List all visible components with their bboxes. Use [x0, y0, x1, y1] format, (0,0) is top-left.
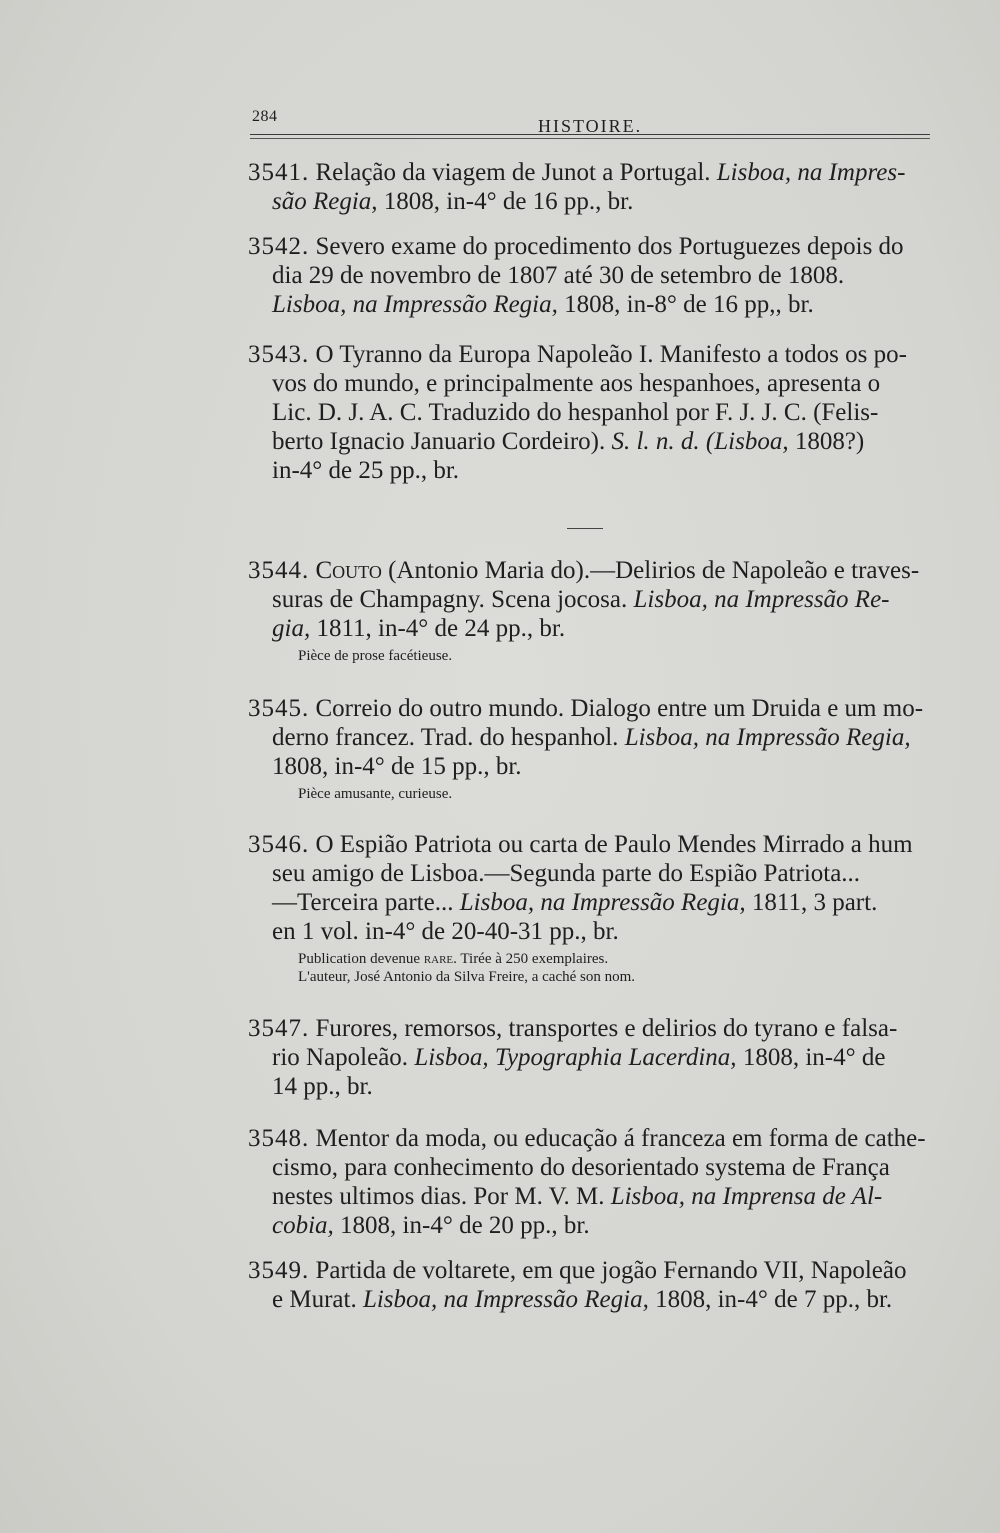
- page-number: 284: [252, 108, 278, 125]
- entry-imprint: são Regia,: [272, 188, 378, 215]
- entry-text-line: cismo, para conhecimento do desorientado systema de França: [272, 1154, 890, 1181]
- entry-text-line: dia 29 de novembro de 1807 até 30 de setembro de 1808.: [272, 262, 845, 289]
- entry-imprint: Lisboa, na Impressão Regia,: [624, 724, 911, 751]
- entry-note: Pièce amusante, curieuse.: [298, 786, 453, 802]
- entry-imprint: cobia,: [272, 1212, 334, 1239]
- entry-details: 1808?): [788, 428, 865, 455]
- entry-number: 3544.: [248, 557, 310, 584]
- entry-imprint: Lisboa, na Impressão Re-: [633, 586, 890, 613]
- entry-details: 1808, in-4° de 15 pp., br.: [272, 753, 522, 780]
- entry-details: in-4° de 25 pp., br.: [272, 457, 460, 484]
- entry-imprint: S. l. n. d. (Lisboa,: [611, 428, 789, 455]
- entry-imprint: Lisboa, Typographia Lacerdina,: [414, 1044, 737, 1071]
- running-title: HISTOIRE.: [538, 116, 643, 136]
- entry-details: 1808, in-4° de: [736, 1044, 886, 1071]
- bibliography-entry-3549: [248, 1256, 928, 1314]
- entry-title: Severo exame do procedimento dos Portuguezes depois do: [315, 233, 904, 260]
- entry-number: 3545.: [248, 695, 310, 722]
- entry-title: Relação da viagem de Junot a Portugal.: [315, 159, 717, 186]
- entry-note: Publication devenue rare. Tirée à 250 exemplaires.: [298, 951, 609, 967]
- entry-text: derno francez. Trad. do hespanhol.: [272, 724, 625, 751]
- entry-title: Partida de voltarete, em que jogão Fernando VII, Napoleão: [315, 1257, 907, 1284]
- entry-text: suras de Champagny. Scena jocosa.: [272, 586, 634, 613]
- entry-title: O Tyranno da Europa Napoleão I. Manifesto a todos os po-: [315, 341, 907, 368]
- entry-note: L'auteur, José Antonio da Silva Freire, a caché son nom.: [298, 969, 636, 985]
- entry-number: 3547.: [248, 1015, 310, 1042]
- page-header: [250, 104, 930, 144]
- entry-number: 3541.: [248, 159, 310, 186]
- entry-number: 3546.: [248, 831, 310, 858]
- entry-imprint: Lisboa, na Imprensa de Al-: [610, 1183, 883, 1210]
- header-rule: [250, 134, 930, 135]
- entry-text-line: seu amigo de Lisboa.—Segunda parte do Espião Patriota...: [272, 860, 861, 887]
- entry-imprint: Lisboa, na Impressão Regia,: [459, 889, 746, 916]
- entry-details: 1808, in-4° de 7 pp., br.: [648, 1286, 893, 1313]
- entry-text: nestes ultimos dias. Por M. V. M.: [272, 1183, 611, 1210]
- bibliography-entry-3541: [248, 158, 928, 216]
- bibliography-entry-3542: [248, 232, 928, 319]
- entry-title: (Antonio Maria do).—Delirios de Napoleão e traves-: [381, 557, 920, 584]
- entry-title: O Espião Patriota ou carta de Paulo Mendes Mirrado a hum: [315, 831, 913, 858]
- section-separator: [567, 528, 603, 529]
- bibliography-entry-3547: [248, 1014, 928, 1101]
- entry-number: 3549.: [248, 1257, 310, 1284]
- entry-number: 3542.: [248, 233, 310, 260]
- entry-number: 3548.: [248, 1125, 310, 1152]
- entry-imprint: Lisboa, na Impressão Regia,: [272, 291, 558, 318]
- entry-details: 1808, in-8° de 16 pp,, br.: [557, 291, 814, 318]
- entry-imprint: gia,: [272, 615, 311, 642]
- entry-note: Pièce de prose facétieuse.: [298, 648, 453, 664]
- entry-details: en 1 vol. in-4° de 20-40-31 pp., br.: [272, 918, 619, 945]
- entry-number: 3543.: [248, 341, 310, 368]
- entry-text-line: vos do mundo, e principalmente aos hespanhoes, apresenta o: [272, 370, 881, 397]
- bibliography-entry-3546: [248, 830, 928, 986]
- entry-details: 1811, 3 part.: [745, 889, 878, 916]
- bibliography-entry-3543: [248, 340, 928, 485]
- bibliography-entry-3544: [248, 556, 928, 665]
- header-rule-thin: [250, 138, 930, 139]
- entry-title: Correio do outro mundo. Dialogo entre um Druida e um mo-: [315, 695, 924, 722]
- entry-text: e Murat.: [272, 1286, 363, 1313]
- entry-title: Furores, remorsos, transportes e delirios do tyrano e falsa-: [315, 1015, 898, 1042]
- entry-imprint: Lisboa, na Impressão Regia,: [362, 1286, 649, 1313]
- entry-text-line: Lic. D. J. A. C. Traduzido do hespanhol por F. J. J. C. (Felis-: [272, 399, 879, 426]
- entry-details: 14 pp., br.: [272, 1073, 373, 1100]
- entry-text: —Terceira parte...: [272, 889, 460, 916]
- entry-details: 1808, in-4° de 16 pp., br.: [377, 188, 634, 215]
- entry-title: Mentor da moda, ou educação á franceza em forma de cathe-: [315, 1125, 926, 1152]
- entry-text: rio Napoleão.: [272, 1044, 415, 1071]
- entry-text: berto Ignacio Januario Cordeiro).: [272, 428, 612, 455]
- bibliography-entry-3548: [248, 1124, 928, 1240]
- entry-details: 1811, in-4° de 24 pp., br.: [310, 615, 566, 642]
- entry-details: 1808, in-4° de 20 pp., br.: [333, 1212, 590, 1239]
- entry-author: Couto: [315, 557, 382, 584]
- entry-imprint: Lisboa, na Impres-: [716, 159, 906, 186]
- bibliography-entry-3545: [248, 694, 928, 803]
